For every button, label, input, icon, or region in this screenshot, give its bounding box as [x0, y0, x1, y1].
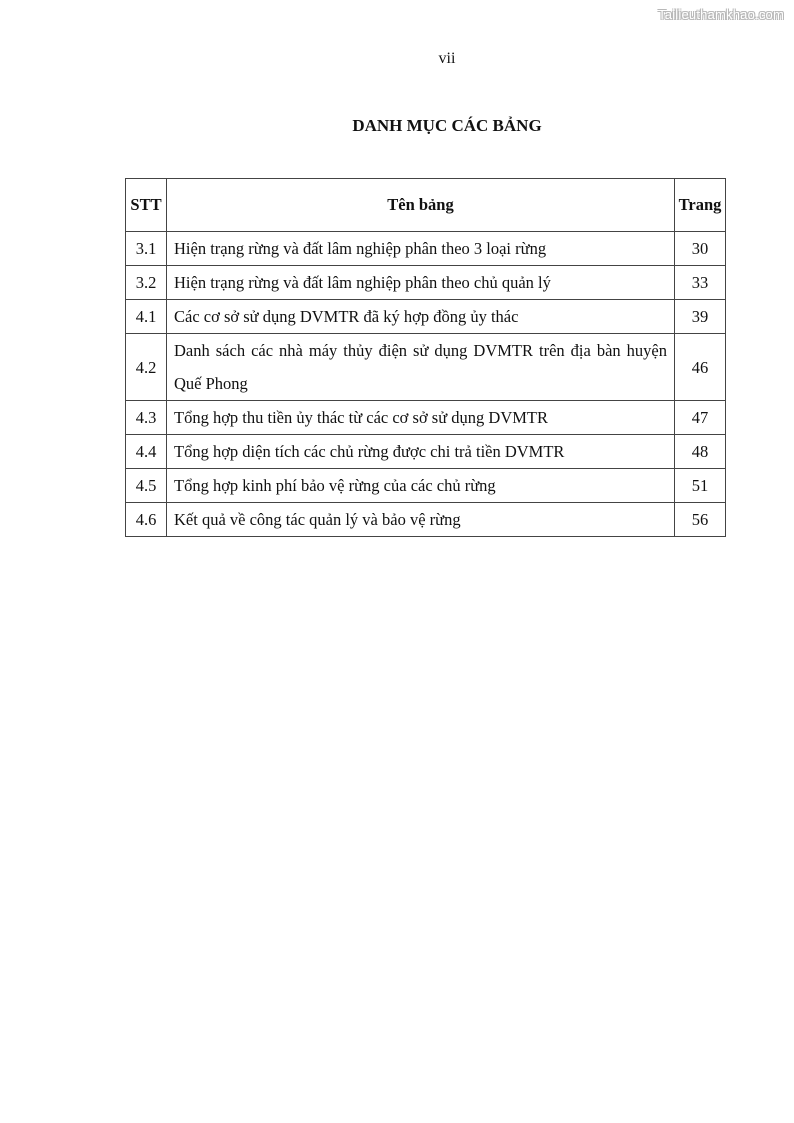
- row-page: 47: [675, 401, 726, 435]
- row-stt: 3.1: [126, 232, 167, 266]
- page-title: DANH MỤC CÁC BẢNG: [352, 116, 542, 135]
- table-row: [126, 334, 726, 401]
- row-page: 39: [675, 300, 726, 334]
- table-header-row: [126, 179, 726, 232]
- table-row: [126, 266, 726, 300]
- header-stt: STT: [126, 179, 167, 232]
- row-page: 51: [675, 469, 726, 503]
- row-name: Danh sách các nhà máy thủy điện sử dụng DVMTR trên địa bàn huyện Quế Phong: [167, 334, 675, 401]
- row-name: Kết quả về công tác quản lý và bảo vệ rừng: [167, 503, 675, 537]
- row-stt: 4.1: [126, 300, 167, 334]
- row-stt: 4.2: [126, 334, 167, 401]
- row-stt: 4.4: [126, 435, 167, 469]
- row-name: Các cơ sở sử dụng DVMTR đã ký hợp đồng ủy thác: [167, 300, 675, 334]
- row-name: Tổng hợp kinh phí bảo vệ rừng của các chủ rừng: [167, 469, 675, 503]
- row-page: 48: [675, 435, 726, 469]
- table-row: [126, 469, 726, 503]
- header-name: Tên bảng: [167, 179, 675, 232]
- row-stt: 4.6: [126, 503, 167, 537]
- row-page: 30: [675, 232, 726, 266]
- row-name: Tổng hợp thu tiền ủy thác từ các cơ sở sử dụng DVMTR: [167, 401, 675, 435]
- row-stt: 4.5: [126, 469, 167, 503]
- row-page: 46: [675, 334, 726, 401]
- row-page: 33: [675, 266, 726, 300]
- table-row: [126, 503, 726, 537]
- table-row: [126, 401, 726, 435]
- watermark: Tailieuthamkhao.com: [658, 7, 784, 22]
- row-page: 56: [675, 503, 726, 537]
- header-page: Trang: [675, 179, 726, 232]
- table-row: [126, 300, 726, 334]
- table-of-tables: [125, 178, 726, 537]
- table-row: [126, 435, 726, 469]
- table-row: [126, 232, 726, 266]
- row-name: Hiện trạng rừng và đất lâm nghiệp phân theo 3 loại rừng: [167, 232, 675, 266]
- row-name: Tổng hợp diện tích các chủ rừng được chi trả tiền DVMTR: [167, 435, 675, 469]
- row-stt: 3.2: [126, 266, 167, 300]
- row-name: Hiện trạng rừng và đất lâm nghiệp phân theo chủ quản lý: [167, 266, 675, 300]
- page-number: vii: [438, 50, 456, 67]
- row-stt: 4.3: [126, 401, 167, 435]
